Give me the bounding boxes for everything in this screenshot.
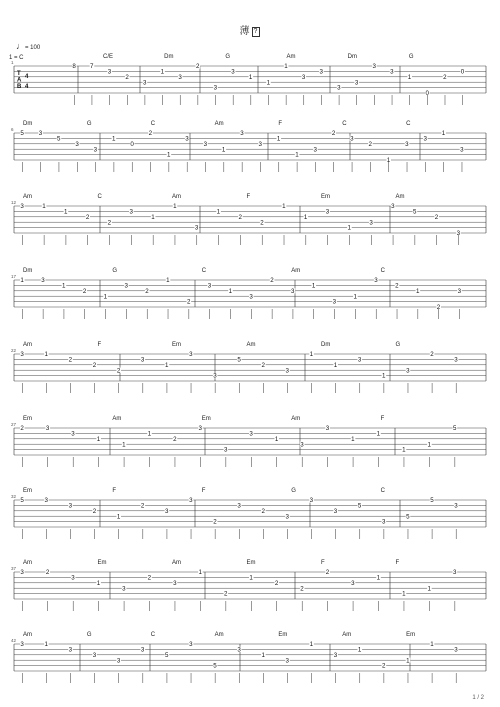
chord-name: Am <box>23 560 32 566</box>
chord-name: C <box>342 121 347 127</box>
fret-number: 1 <box>261 651 265 659</box>
fret-number: 2 <box>261 361 265 369</box>
fret-number: 1 <box>160 68 165 76</box>
chord-name: Am <box>23 342 32 348</box>
chord-name: G <box>395 342 401 348</box>
chord-name: C <box>380 488 385 494</box>
fret-number: 3 <box>116 657 121 665</box>
chord-name: Am <box>23 632 32 638</box>
chord-name: Am <box>23 194 32 200</box>
fret-number: 5 <box>237 356 241 364</box>
fret-number: 1 <box>347 224 351 232</box>
measure-number: 6 <box>11 127 14 132</box>
fret-number: 1 <box>165 361 169 369</box>
fret-number: 3 <box>213 372 217 380</box>
fret-number: 3 <box>194 224 199 232</box>
fret-number: 5 <box>452 425 457 433</box>
fret-number: 3 <box>390 68 394 76</box>
chord-name: F <box>395 560 400 566</box>
chord-name: G <box>86 632 92 638</box>
fret-number: 3 <box>319 68 323 76</box>
chord-name: Am <box>172 194 181 200</box>
fret-number: 3 <box>291 287 295 295</box>
chord-name: Dm <box>164 54 174 60</box>
chord-name: Em <box>201 416 211 422</box>
chord-name: F <box>380 416 385 422</box>
fret-number: 2 <box>20 425 24 433</box>
fret-number: 3 <box>189 497 193 505</box>
fret-number: 2 <box>270 277 274 285</box>
fret-number: 2 <box>140 502 145 510</box>
fret-number: 3 <box>237 646 241 654</box>
fret-number: 5 <box>165 651 169 659</box>
fret-number: 2 <box>436 304 441 312</box>
fret-number: 3 <box>20 203 24 211</box>
chord-name: C <box>97 194 102 200</box>
fret-number: 1 <box>386 157 391 165</box>
fret-number: 2 <box>147 574 152 582</box>
fret-number: 1 <box>276 135 281 143</box>
fret-number: 1 <box>44 641 48 649</box>
fret-number: 5 <box>20 497 24 505</box>
measure-number: 22 <box>11 348 17 353</box>
fret-number: 3 <box>107 68 112 76</box>
fret-number: 3 <box>454 356 458 364</box>
fret-number: 5 <box>20 130 24 138</box>
fret-number: 5 <box>213 662 217 670</box>
fret-number: 3 <box>454 502 458 510</box>
fret-number: 0 <box>425 90 429 98</box>
chord-name: Em <box>321 194 330 200</box>
chord-name: Em <box>246 560 256 566</box>
fret-number: 1 <box>198 569 202 577</box>
fret-number: 3 <box>301 73 306 81</box>
fret-number: 1 <box>309 641 314 649</box>
fret-number: 3 <box>406 367 410 375</box>
chord-name: Em <box>278 632 288 638</box>
fret-number: 3 <box>45 425 50 433</box>
fret-number: 3 <box>140 646 145 654</box>
fret-number: 2 <box>331 130 336 138</box>
fret-number: 2 <box>116 367 121 375</box>
fret-number: 3 <box>381 518 386 526</box>
fret-number: 3 <box>285 513 290 521</box>
chord-name: C <box>406 121 411 127</box>
fret-number: 1 <box>42 203 46 211</box>
fret-number: 3 <box>68 646 73 654</box>
fret-number: 1 <box>64 208 68 216</box>
fret-number: 3 <box>351 579 355 587</box>
fret-number: 2 <box>368 140 372 148</box>
page-number: 1 / 2 <box>472 695 484 701</box>
chord-name: Am <box>214 121 224 127</box>
fret-number: 2 <box>325 569 330 577</box>
fret-number: 1 <box>62 282 66 290</box>
fret-number: 2 <box>434 213 439 221</box>
tab-clef-letter: T <box>17 71 21 77</box>
fret-number: 1 <box>147 430 152 438</box>
fret-number: 3 <box>325 425 330 433</box>
fret-number: 3 <box>68 502 73 510</box>
chord-name: Am <box>395 194 405 200</box>
fret-number: 1 <box>103 293 108 301</box>
chord-name: Am <box>246 342 256 348</box>
song-title: 薄 ? <box>239 26 259 37</box>
fret-number: 1 <box>274 435 279 443</box>
fret-number: 3 <box>452 569 457 577</box>
fret-number: 3 <box>92 651 97 659</box>
chord-name: G <box>112 268 118 274</box>
key-signature: 1 = C <box>9 55 24 61</box>
fret-number: 1 <box>122 441 126 449</box>
fret-number: 3 <box>391 203 395 211</box>
fret-number: 3 <box>20 569 24 577</box>
fret-number: 3 <box>71 430 75 438</box>
fret-number: 3 <box>454 646 458 654</box>
fret-number: 1 <box>402 446 406 454</box>
tab-clef-letter: B <box>17 84 22 90</box>
fret-number: 3 <box>285 657 290 665</box>
fret-number: 3 <box>249 293 253 301</box>
fret-number: 1 <box>309 351 314 359</box>
chord-name: Am <box>112 416 122 422</box>
fret-number: 1 <box>376 574 381 582</box>
fret-number: 1 <box>402 590 406 598</box>
fret-number: 3 <box>71 574 75 582</box>
fret-number: 1 <box>266 79 271 87</box>
fret-number: 2 <box>107 219 112 227</box>
fret-number: 2 <box>261 507 265 515</box>
tab-clef-letter: A <box>17 77 22 84</box>
fret-number: 8 <box>72 63 76 71</box>
fret-number: 3 <box>237 502 241 510</box>
fret-number: 3 <box>140 356 145 364</box>
chord-name: G <box>291 488 296 494</box>
fret-number: 3 <box>178 73 182 81</box>
chord-name: Em <box>23 416 32 422</box>
fret-number: 3 <box>325 208 330 216</box>
measure-number: 32 <box>11 494 17 499</box>
chord-name: Dm <box>347 54 358 60</box>
chord-name: C <box>380 268 385 274</box>
title-mark: ? <box>253 28 259 35</box>
fret-number: 3 <box>124 282 128 290</box>
fret-number: 7 <box>90 63 94 71</box>
fret-number: 5 <box>57 135 61 143</box>
fret-number: 2 <box>85 213 90 221</box>
fret-number: 3 <box>460 146 464 154</box>
fret-number: 2 <box>148 130 153 138</box>
chord-name: F <box>97 342 102 348</box>
fret-number: 3 <box>332 298 337 306</box>
fret-number: 2 <box>82 287 87 295</box>
fret-number: 1 <box>376 430 381 438</box>
chord-name: F <box>201 488 206 494</box>
fret-number: 3 <box>369 219 373 227</box>
fret-number: 1 <box>427 585 431 593</box>
fret-number: 1 <box>427 441 431 449</box>
fret-number: 2 <box>125 73 129 81</box>
fret-number: 3 <box>143 79 147 87</box>
fret-number: 3 <box>333 507 338 515</box>
chord-name: Em <box>97 560 107 566</box>
fret-number: 1 <box>96 579 101 587</box>
fret-number: 3 <box>223 446 228 454</box>
fret-number: 1 <box>44 351 48 359</box>
fret-number: 3 <box>285 367 290 375</box>
tempo-marking: ♩= 100 <box>16 41 41 51</box>
fret-number: 1 <box>221 146 226 154</box>
fret-number: 3 <box>189 351 193 359</box>
fret-number: 2 <box>213 518 217 526</box>
chord-name: Am <box>214 632 224 638</box>
chord-name: F <box>112 488 117 494</box>
fret-number: 1 <box>351 435 355 443</box>
fret-number: 1 <box>407 73 412 81</box>
fret-number: 2 <box>186 298 191 306</box>
chord-name: Am <box>291 268 301 274</box>
fret-number: 3 <box>258 140 263 148</box>
fret-number: 0 <box>460 68 465 76</box>
fret-number: 3 <box>203 140 208 148</box>
fret-number: 2 <box>260 219 264 227</box>
fret-number: 3 <box>350 135 354 143</box>
fret-number: 3 <box>372 63 376 71</box>
fret-number: 2 <box>238 213 242 221</box>
fret-number: 3 <box>185 135 189 143</box>
fret-number: 1 <box>173 203 177 211</box>
fret-number: 1 <box>415 287 420 295</box>
fret-number: 3 <box>75 140 79 148</box>
measure-number: 27 <box>11 422 17 427</box>
fret-number: 3 <box>189 641 193 649</box>
fret-number: 1 <box>249 574 253 582</box>
fret-number: 3 <box>313 146 317 154</box>
chord-name: G <box>225 54 231 60</box>
chord-name: Em <box>406 632 416 638</box>
fret-number: 5 <box>406 513 410 521</box>
fret-number: 1 <box>112 135 116 143</box>
fret-number: 3 <box>198 425 202 433</box>
measure-number: 17 <box>11 274 17 279</box>
fret-number: 3 <box>20 641 24 649</box>
time-signature-digit: 4 <box>25 74 29 80</box>
fret-number: 2 <box>443 73 447 81</box>
fret-number: 3 <box>456 230 461 238</box>
fret-number: 1 <box>96 435 101 443</box>
fret-number: 3 <box>38 130 43 138</box>
fret-number: 3 <box>423 135 427 143</box>
fret-number: 1 <box>151 213 155 221</box>
fret-number: 1 <box>282 203 286 211</box>
fret-number: 5 <box>357 502 362 510</box>
chord-name: C/E <box>103 54 114 60</box>
fret-number: 1 <box>295 151 299 159</box>
fret-number: 3 <box>122 585 126 593</box>
fret-number: 3 <box>457 287 462 295</box>
chord-name: Am <box>172 560 181 566</box>
fret-number: 3 <box>165 507 169 515</box>
chord-name: Dm <box>321 342 331 348</box>
fret-number: 3 <box>129 208 133 216</box>
fret-number: 2 <box>68 356 73 364</box>
fret-number: 3 <box>231 68 235 76</box>
fret-number: 1 <box>311 282 316 290</box>
chord-name: C <box>150 121 156 127</box>
chord-name: F <box>246 194 251 200</box>
chord-name: F <box>278 121 283 127</box>
fret-number: 1 <box>353 293 357 301</box>
fret-number: 3 <box>249 430 253 438</box>
fret-number: 3 <box>173 579 177 587</box>
chord-name: F <box>321 560 325 566</box>
time-signature-digit: 4 <box>25 84 29 90</box>
fret-number: 1 <box>284 63 288 71</box>
fret-number: 1 <box>381 372 386 380</box>
fret-number: 2 <box>45 569 50 577</box>
fret-number: 3 <box>333 651 338 659</box>
fret-number: 2 <box>300 585 304 593</box>
fret-number: 2 <box>173 435 177 443</box>
fret-number: 3 <box>93 146 98 154</box>
fret-number: 1 <box>116 513 121 521</box>
fret-number: 1 <box>20 277 24 285</box>
fret-number: 3 <box>405 140 409 148</box>
quarter-note-icon: ♩ <box>16 41 25 51</box>
fret-number: 2 <box>274 579 279 587</box>
chord-name: G <box>86 121 92 127</box>
fret-number: 1 <box>166 151 171 159</box>
chord-name: C <box>150 632 156 638</box>
fret-number: 3 <box>354 79 359 87</box>
fret-number: 3 <box>374 277 378 285</box>
fret-number: 1 <box>228 287 233 295</box>
fret-number: 1 <box>430 641 434 649</box>
fret-number: 1 <box>166 277 170 285</box>
fret-number: 3 <box>41 277 45 285</box>
fret-number: 2 <box>145 287 149 295</box>
fret-number: 5 <box>412 208 417 216</box>
fret-number: 2 <box>430 351 434 359</box>
chord-name: Dm <box>23 268 33 274</box>
chord-name: Am <box>342 632 352 638</box>
fret-number: 1 <box>248 73 253 81</box>
measure-number: 42 <box>11 638 17 643</box>
fret-number: 1 <box>303 213 308 221</box>
measure-number: 1 <box>11 60 14 65</box>
fret-number: 3 <box>240 130 244 138</box>
fret-number: 2 <box>381 662 386 670</box>
fret-number: 2 <box>92 507 97 515</box>
chord-name: Em <box>23 488 32 494</box>
chord-name: Am <box>291 416 301 422</box>
fret-number: 3 <box>213 84 218 92</box>
chord-name: Em <box>172 342 181 348</box>
fret-number: 3 <box>44 497 48 505</box>
fret-number: 1 <box>216 208 221 216</box>
fret-number: 1 <box>357 646 362 654</box>
fret-number: 3 <box>300 441 304 449</box>
measure-number: 37 <box>11 566 17 571</box>
fret-number: 1 <box>406 657 410 665</box>
chord-name: G <box>408 54 414 60</box>
fret-number: 3 <box>207 282 212 290</box>
fret-number: 2 <box>195 63 200 71</box>
fret-number: 2 <box>395 282 399 290</box>
fret-number: 1 <box>441 130 446 138</box>
fret-number: 3 <box>309 497 314 505</box>
chord-name: Am <box>286 54 296 60</box>
chord-name: C <box>201 268 207 274</box>
measure-number: 12 <box>11 200 17 205</box>
fret-number: 3 <box>357 356 362 364</box>
fret-number: 5 <box>430 497 434 505</box>
fret-number: 2 <box>223 590 228 598</box>
fret-number: 0 <box>130 140 134 148</box>
fret-number: 2 <box>92 361 97 369</box>
fret-number: 3 <box>337 84 341 92</box>
fret-number: 1 <box>333 361 338 369</box>
fret-number: 3 <box>20 351 24 359</box>
chord-name: Dm <box>23 121 33 127</box>
